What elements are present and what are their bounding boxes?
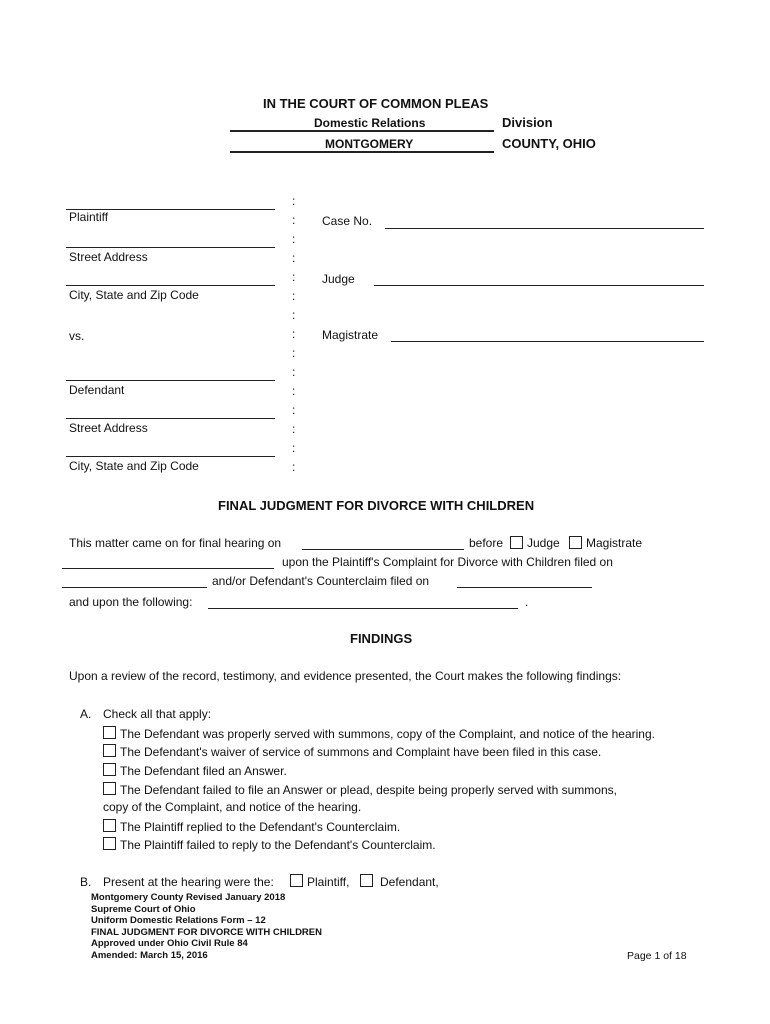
defendant-label: Defendant	[69, 383, 125, 397]
caption-colon: :	[292, 403, 296, 417]
finding-item-waiver	[103, 744, 601, 759]
case-no-label: Case No.	[322, 214, 373, 228]
finding-item-label: The Defendant filed an Answer.	[120, 764, 287, 778]
defendant-city-label: City, State and Zip Code	[69, 459, 199, 473]
finding-item-label: The Defendant was properly served with summons, copy of the Complaint, and notice of the hearing.	[120, 727, 655, 741]
finding-item-failed-answer-cont: copy of the Complaint, and notice of the hearing.	[103, 800, 362, 814]
section-b-marker: B.	[80, 875, 92, 889]
judgment-title: FINAL JUDGMENT FOR DIVORCE WITH CHILDREN	[218, 498, 535, 513]
judge-checkbox[interactable]	[510, 536, 523, 549]
footer-line: Montgomery County Revised January 2018	[91, 892, 286, 903]
vs-label: vs.	[69, 329, 85, 343]
magistrate-field[interactable]	[391, 341, 704, 342]
judge-label: Judge	[322, 272, 355, 286]
present-defendant-label: Defendant,	[380, 875, 439, 889]
defendant-street-field[interactable]	[66, 418, 275, 419]
magistrate-label: Magistrate	[322, 328, 379, 342]
county-label: COUNTY, OHIO	[502, 136, 596, 151]
hearing-line-4: and upon the following:	[69, 595, 193, 609]
hearing-line-2: upon the Plaintiff's Complaint for Divorce with Children filed on	[282, 555, 613, 569]
defendant-street-label: Street Address	[69, 421, 148, 435]
court-title: IN THE COURT OF COMMON PLEAS	[263, 96, 489, 111]
footer-line: FINAL JUDGMENT FOR DIVORCE WITH CHILDREN	[91, 926, 322, 938]
finding-checkbox[interactable]	[103, 726, 116, 739]
footer-line: Supreme Court of Ohio	[91, 903, 196, 915]
plaintiff-street-label: Street Address	[69, 250, 148, 264]
division-line	[230, 130, 494, 132]
plaintiff-city-label: City, State and Zip Code	[69, 288, 199, 302]
finding-item-failed-reply	[103, 837, 436, 852]
caption-colon: :	[292, 327, 296, 341]
section-a-heading: Check all that apply:	[103, 707, 212, 721]
counterclaim-filed-date-field[interactable]	[457, 587, 592, 588]
finding-checkbox[interactable]	[103, 837, 116, 850]
caption-colon: :	[292, 289, 296, 303]
caption-colon: :	[292, 232, 296, 246]
caption-colon: :	[292, 384, 296, 398]
finding-item-label: The Plaintiff replied to the Defendant's Counterclaim.	[120, 820, 401, 834]
caption-colon: :	[292, 251, 296, 265]
caption-colon: :	[292, 213, 296, 227]
section-b-text: Present at the hearing were the:	[103, 875, 274, 889]
caption-colon: :	[292, 365, 296, 379]
plaintiff-street-field[interactable]	[66, 247, 275, 248]
present-plaintiff-checkbox[interactable]	[290, 874, 303, 887]
present-defendant-checkbox[interactable]	[360, 874, 373, 887]
footer-line: Amended: March 15, 2016	[91, 949, 208, 961]
footer-block	[91, 892, 322, 961]
plaintiff-city-field[interactable]	[66, 285, 275, 286]
hearing-period: .	[525, 595, 529, 609]
findings-heading: FINDINGS	[350, 631, 413, 646]
caption-colon: :	[292, 460, 296, 474]
magistrate-checkbox[interactable]	[569, 536, 582, 549]
finding-item-label: The Defendant failed to file an Answer or plead, despite being properly served with summons,	[120, 783, 617, 797]
finding-item-answer	[103, 763, 287, 778]
magistrate-option-label: Magistrate	[586, 536, 643, 550]
hearing-line-3: and/or Defendant's Counterclaim filed on	[212, 574, 430, 588]
findings-intro: Upon a review of the record, testimony, and evidence presented, the Court makes the following findings:	[69, 669, 622, 683]
footer-line: Uniform Domestic Relations Form – 12	[91, 915, 266, 926]
before-label: before	[469, 536, 504, 550]
hearing-date-field[interactable]	[302, 549, 464, 550]
finding-item-replied	[103, 819, 400, 834]
section-a-marker: A.	[80, 707, 92, 721]
county-name: MONTGOMERY	[325, 137, 414, 151]
complaint-filed-date-field[interactable]	[62, 587, 207, 588]
caption-colon: :	[292, 270, 296, 284]
finding-item-served	[103, 726, 655, 741]
hearing-line-1: This matter came on for final hearing on	[69, 536, 282, 550]
caption-colon: :	[292, 308, 296, 322]
caption-colon: :	[292, 441, 296, 455]
judge-option-label: Judge	[527, 536, 560, 550]
defendant-city-field[interactable]	[66, 456, 275, 457]
plaintiff-label: Plaintiff	[69, 210, 109, 224]
defendant-name-field[interactable]	[66, 380, 275, 381]
page-number: Page 1 of 18	[627, 950, 687, 962]
case-no-field[interactable]	[385, 228, 704, 229]
county-line	[230, 151, 494, 153]
finding-checkbox[interactable]	[103, 744, 116, 757]
finding-item-label: The Defendant's waiver of service of summons and Complaint have been filed in this case.	[120, 745, 602, 759]
caption-colon: :	[292, 346, 296, 360]
division-label: Division	[502, 115, 553, 130]
complaint-party-field[interactable]	[62, 568, 274, 569]
finding-item-label: The Plaintiff failed to reply to the Defendant's Counterclaim.	[120, 838, 436, 852]
present-plaintiff-label: Plaintiff,	[307, 875, 350, 889]
finding-item-failed-answer	[103, 782, 617, 797]
caption-colon: :	[292, 194, 296, 208]
finding-checkbox[interactable]	[103, 819, 116, 832]
finding-checkbox[interactable]	[103, 782, 116, 795]
division-name: Domestic Relations	[314, 116, 426, 130]
following-field[interactable]	[208, 608, 518, 609]
caption-colon: :	[292, 422, 296, 436]
footer-line: Approved under Ohio Civil Rule 84	[91, 938, 248, 949]
judge-field[interactable]	[374, 285, 704, 286]
finding-checkbox[interactable]	[103, 763, 116, 776]
